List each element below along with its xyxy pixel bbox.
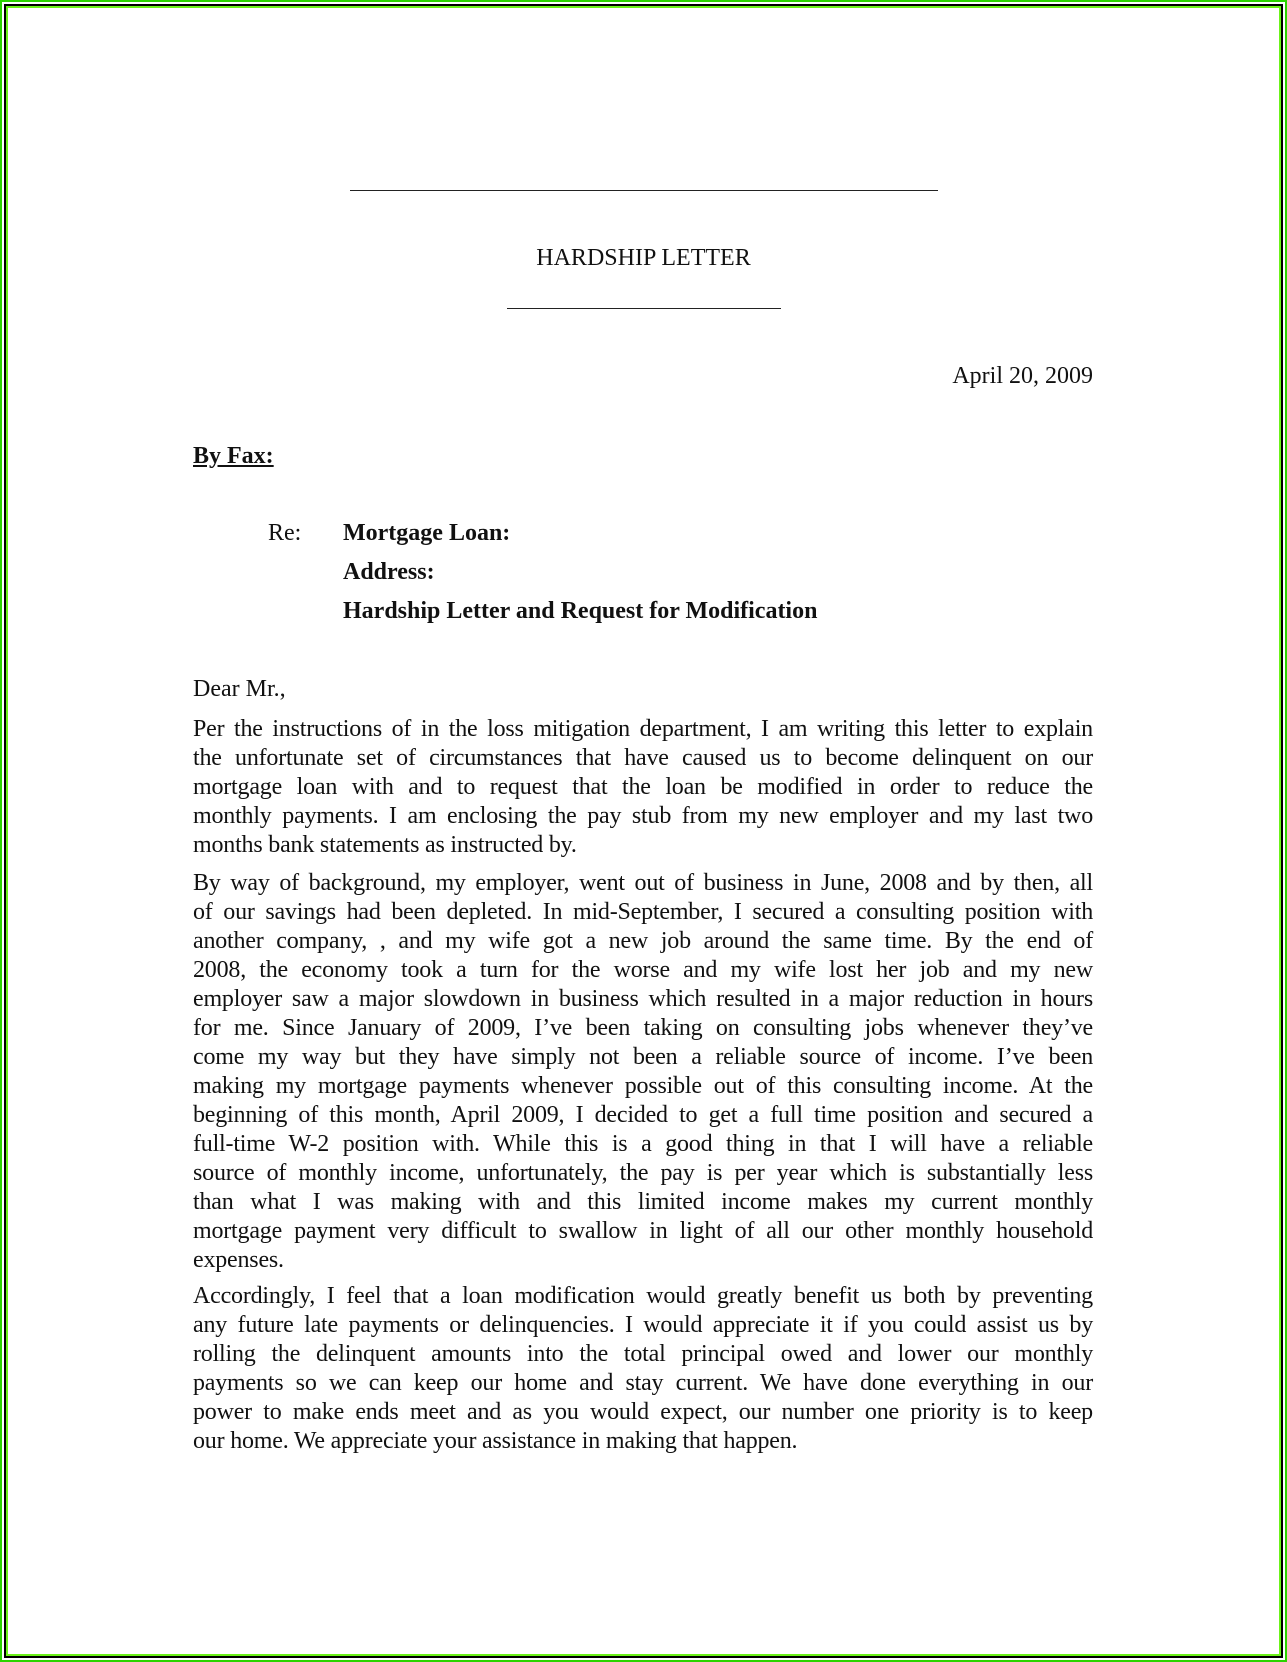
paragraph-line: By way of background, my employer, went out of business in June, 2008 and by then, all (193, 870, 1093, 896)
paragraph-line: 2008, the economy took a turn for the worse and my wife lost her job and my new (193, 957, 1093, 983)
paragraph-line: beginning of this month, April 2009, I decided to get a full time position and secured a (193, 1102, 1093, 1128)
re-label: Re: (268, 520, 302, 546)
paragraph-line: the unfortunate set of circumstances that have caused us to become delinquent on our (193, 745, 1093, 771)
body-paragraph-1 (193, 715, 1093, 860)
body-paragraph-3 (193, 1282, 1093, 1456)
paragraph-line: mortgage loan with and to request that the loan be modified in order to reduce the (193, 774, 1093, 800)
paragraph-line: Per the instructions of in the loss mitigation department, I am writing this letter to explain (193, 716, 1093, 742)
paragraph-line: employer saw a major slowdown in business which resulted in a major reduction in hours (193, 986, 1093, 1012)
paragraph-line: payments so we can keep our home and stay current. We have done everything in our (193, 1370, 1093, 1396)
re-subject: Hardship Letter and Request for Modification (343, 598, 818, 624)
top-signature-line (350, 190, 938, 191)
body-paragraph-2 (193, 869, 1093, 1275)
paragraph-line: power to make ends meet and as you would expect, our number one priority is to keep (193, 1399, 1093, 1425)
paragraph-line: full-time W-2 position with. While this is a good thing in that I will have a reliable (193, 1131, 1093, 1157)
paragraph-line: than what I was making with and this limited income makes my current monthly (193, 1189, 1093, 1215)
letter-title: HARDSHIP LETTER (536, 245, 751, 271)
paragraph-line: mortgage payment very difficult to swallow in light of all our other monthly household (193, 1218, 1093, 1244)
paragraph-line: for me. Since January of 2009, I’ve been taking on consulting jobs whenever they’ve (193, 1015, 1093, 1041)
salutation: Dear Mr., (193, 676, 286, 702)
paragraph-line: expenses. (193, 1247, 284, 1273)
paragraph-line: any future late payments or delinquencies. I would appreciate it if you could assist us by (193, 1312, 1093, 1338)
paragraph-line: rolling the delinquent amounts into the total principal owed and lower our monthly (193, 1341, 1093, 1367)
paragraph-line: come my way but they have simply not been a reliable source of income. I’ve been (193, 1044, 1093, 1070)
letter-date: April 20, 2009 (952, 363, 1093, 389)
paragraph-line: Accordingly, I feel that a loan modification would greatly benefit us both by preventing (193, 1283, 1093, 1309)
title-underline (507, 308, 781, 309)
paragraph-line: months bank statements as instructed by. (193, 832, 577, 858)
re-mortgage-loan: Mortgage Loan: (343, 520, 511, 546)
paragraph-line: source of monthly income, unfortunately, the pay is per year which is substantially less (193, 1160, 1093, 1186)
re-address: Address: (343, 559, 435, 585)
paragraph-line: making my mortgage payments whenever possible out of this consulting income. At the (193, 1073, 1093, 1099)
paragraph-line: our home. We appreciate your assistance in making that happen. (193, 1428, 798, 1454)
paragraph-line: another company, , and my wife got a new job around the same time. By the end of (193, 928, 1093, 954)
paragraph-line: of our savings had been depleted. In mid-September, I secured a consulting position with (193, 899, 1093, 925)
paragraph-line: monthly payments. I am enclosing the pay stub from my new employer and my last two (193, 803, 1093, 829)
delivery-method: By Fax: (193, 443, 274, 469)
